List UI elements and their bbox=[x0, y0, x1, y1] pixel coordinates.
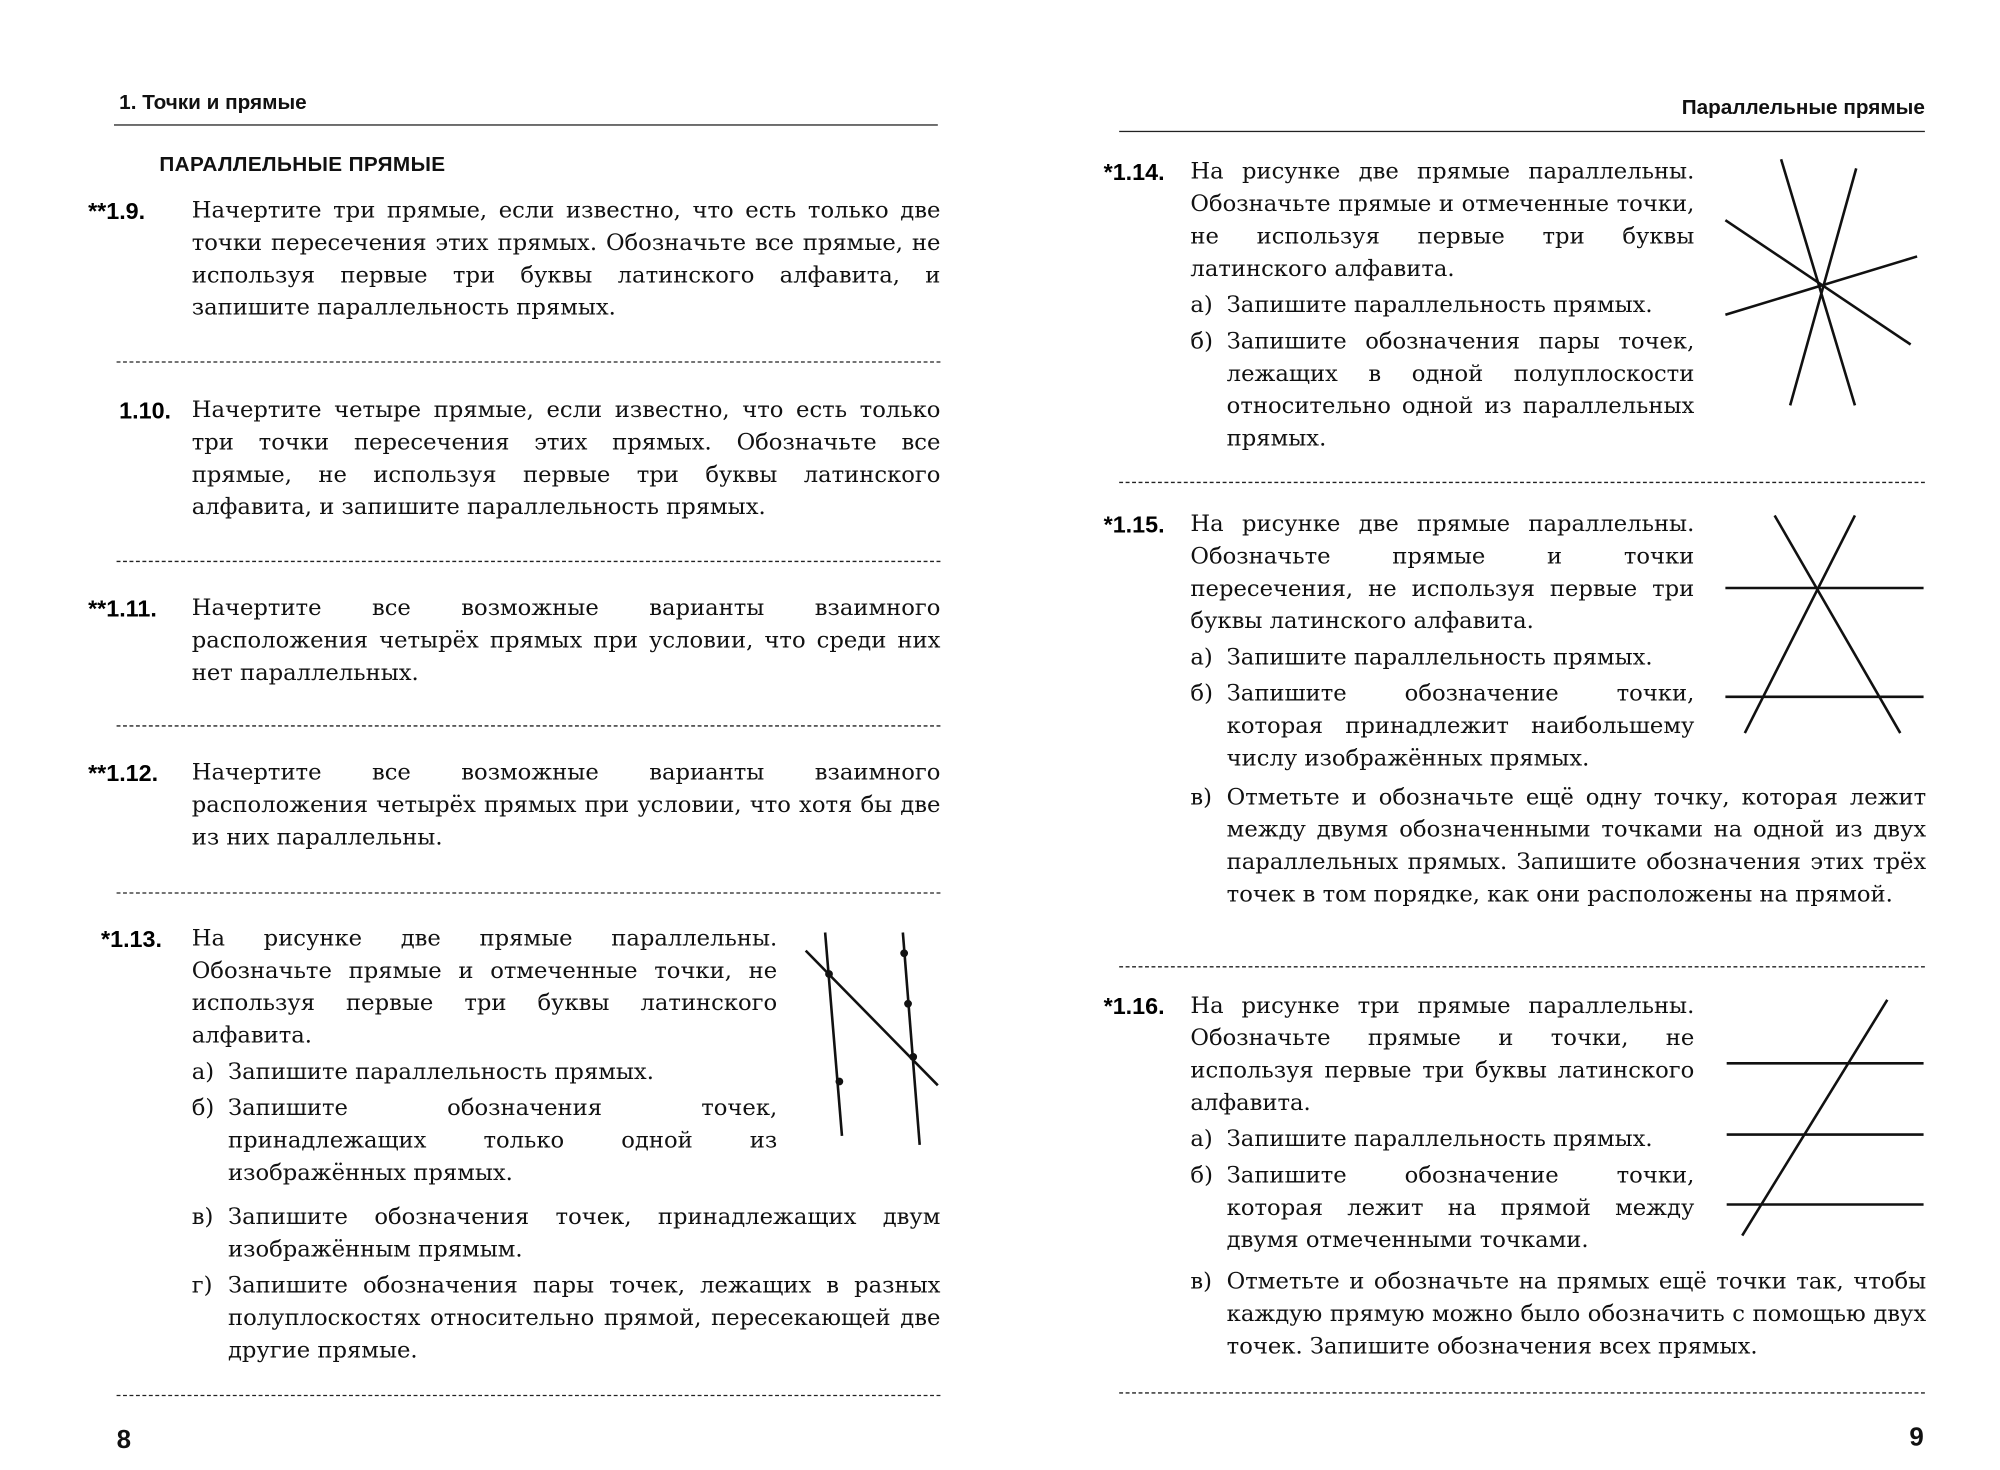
page-number-right: 9 bbox=[1909, 1423, 1924, 1452]
problem-number: *1.14. bbox=[1103, 159, 1165, 186]
marked-point bbox=[900, 949, 908, 957]
marked-point bbox=[825, 970, 833, 978]
problem-number: *1.15. bbox=[1103, 511, 1165, 538]
marked-point bbox=[904, 1000, 912, 1008]
item-text: Запишите обозначение точки, которая лежит на прямой между двумя отмеченными точками. bbox=[1226, 1163, 1695, 1254]
item-label: б) bbox=[1190, 681, 1213, 708]
problem-text: Начертите три прямые, если известно, что есть только две точки пересечения этих прямых. Обозначьте все прямые, не используя первые три буквы латинского алфавита, и запишите параллельность прямых. bbox=[191, 198, 941, 322]
answer-line bbox=[117, 1395, 941, 1396]
problem-number: **1.11. bbox=[88, 595, 157, 622]
figure-1-16 bbox=[1719, 995, 1929, 1241]
problem-number: **1.12. bbox=[88, 760, 159, 787]
problem-text: Начертите четыре прямые, если известно, что есть только три точки пересечения этих прямых. Обозначьте все прямые, не используя первые три буквы латинского алфавита, и запишите параллельность прямых. bbox=[191, 397, 941, 521]
item-text: Запишите обозначения точек, принадлежащих двум изображённым прямым. bbox=[227, 1204, 941, 1263]
item-text: Запишите параллельность прямых. bbox=[1226, 1126, 1653, 1153]
right-page-header: Параллельные прямые bbox=[1681, 97, 1925, 120]
item-label: а) bbox=[1190, 644, 1213, 671]
item-text: Запишите обозначения пары точек, лежащих в разных полуплоскостях относительно прямой, пересекающей две другие прямые. bbox=[227, 1273, 941, 1364]
item-label: в) bbox=[191, 1204, 214, 1231]
item-text: Запишите параллельность прямых. bbox=[1226, 644, 1653, 671]
figure-1-13 bbox=[793, 922, 948, 1153]
item-text: Отметьте и обозначьте на прямых ещё точки так, чтобы каждую прямую можно было обозначить с помощью двух точек. Запишите обозначения всех прямых. bbox=[1226, 1269, 1927, 1360]
figure-1-15 bbox=[1719, 510, 1929, 738]
parallel-line bbox=[825, 933, 842, 1136]
answer-line bbox=[1119, 482, 1925, 483]
problem-number: 1.10. bbox=[119, 397, 172, 424]
transversal-line bbox=[806, 951, 938, 1086]
item-text: Запишите обозначения пары точек, лежащих в одной полуплоскости относительно одной из параллельных прямых. bbox=[1226, 328, 1695, 453]
item-text: Запишите параллельность прямых. bbox=[1226, 292, 1653, 319]
problem-number: **1.9. bbox=[88, 198, 146, 225]
item-label: в) bbox=[1190, 1269, 1213, 1296]
section-title: ПАРАЛЛЕЛЬНЫЕ ПРЯМЫЕ bbox=[159, 154, 446, 177]
answer-line bbox=[117, 361, 941, 362]
figure-1-14 bbox=[1716, 153, 1926, 409]
item-label: б) bbox=[1190, 328, 1213, 355]
item-label: а) bbox=[191, 1059, 215, 1086]
item-label: а) bbox=[1190, 292, 1213, 319]
problem-text: На рисунке две прямые параллельны. Обозначьте прямые и отмеченные точки, не используя первые три буквы латинского алфавита. bbox=[191, 926, 778, 1050]
problem-text: На рисунке три прямые параллельны. Обозначьте прямые и точки, не используя первые три буквы латинского алфавита. bbox=[1190, 993, 1695, 1117]
answer-line bbox=[117, 892, 941, 893]
parallel-line bbox=[903, 933, 920, 1145]
parallel-line bbox=[1725, 220, 1910, 344]
problem-number: *1.13. bbox=[101, 926, 162, 952]
item-text: Запишите обозначения точек, принадлежащих только одной из изображённых прямых. bbox=[227, 1095, 778, 1187]
marked-point bbox=[835, 1078, 843, 1086]
transversal-line bbox=[1742, 1000, 1887, 1236]
item-text: Отметьте и обозначьте ещё одну точку, которая лежит между двумя обозначенными точками на одной из двух параллельных прямых. Запишите обозначения этих трёх точек в том порядке, как они расположены на прямой. bbox=[1226, 784, 1927, 908]
marked-point bbox=[909, 1053, 917, 1061]
page-number-left: 8 bbox=[116, 1425, 131, 1455]
item-label: в) bbox=[1190, 784, 1213, 811]
left-page-header: 1. Точки и прямые bbox=[119, 91, 307, 114]
problem-text: Начертите все возможные варианты взаимного расположения четырёх прямых при условии, что хотя бы две из них параллельны. bbox=[191, 760, 941, 851]
header-rule-left bbox=[114, 124, 938, 125]
answer-line bbox=[117, 725, 941, 726]
problem-text: На рисунке две прямые параллельны. Обозначьте прямые и точки пересечения, не используя первые три буквы латинского алфавита. bbox=[1190, 511, 1695, 635]
item-label: г) bbox=[191, 1273, 213, 1300]
problem-text: Начертите все возможные варианты взаимного расположения четырёх прямых при условии, что среди них нет параллельных. bbox=[191, 595, 941, 687]
item-text: Запишите параллельность прямых. bbox=[227, 1059, 654, 1086]
problem-text: На рисунке две прямые параллельны. Обозначьте прямые и отмеченные точки, не используя первые три буквы латинского алфавита. bbox=[1190, 159, 1695, 283]
problem-number: *1.16. bbox=[1103, 993, 1165, 1020]
answer-line bbox=[1119, 1392, 1925, 1393]
item-label: б) bbox=[1190, 1163, 1213, 1189]
answer-line bbox=[117, 561, 941, 562]
answer-line bbox=[1119, 966, 1925, 967]
item-label: а) bbox=[1190, 1126, 1213, 1153]
header-rule-right bbox=[1119, 131, 1925, 132]
item-label: б) bbox=[191, 1095, 215, 1122]
item-text: Запишите обозначение точки, которая принадлежит наибольшему числу изображённых прямых. bbox=[1226, 681, 1695, 772]
